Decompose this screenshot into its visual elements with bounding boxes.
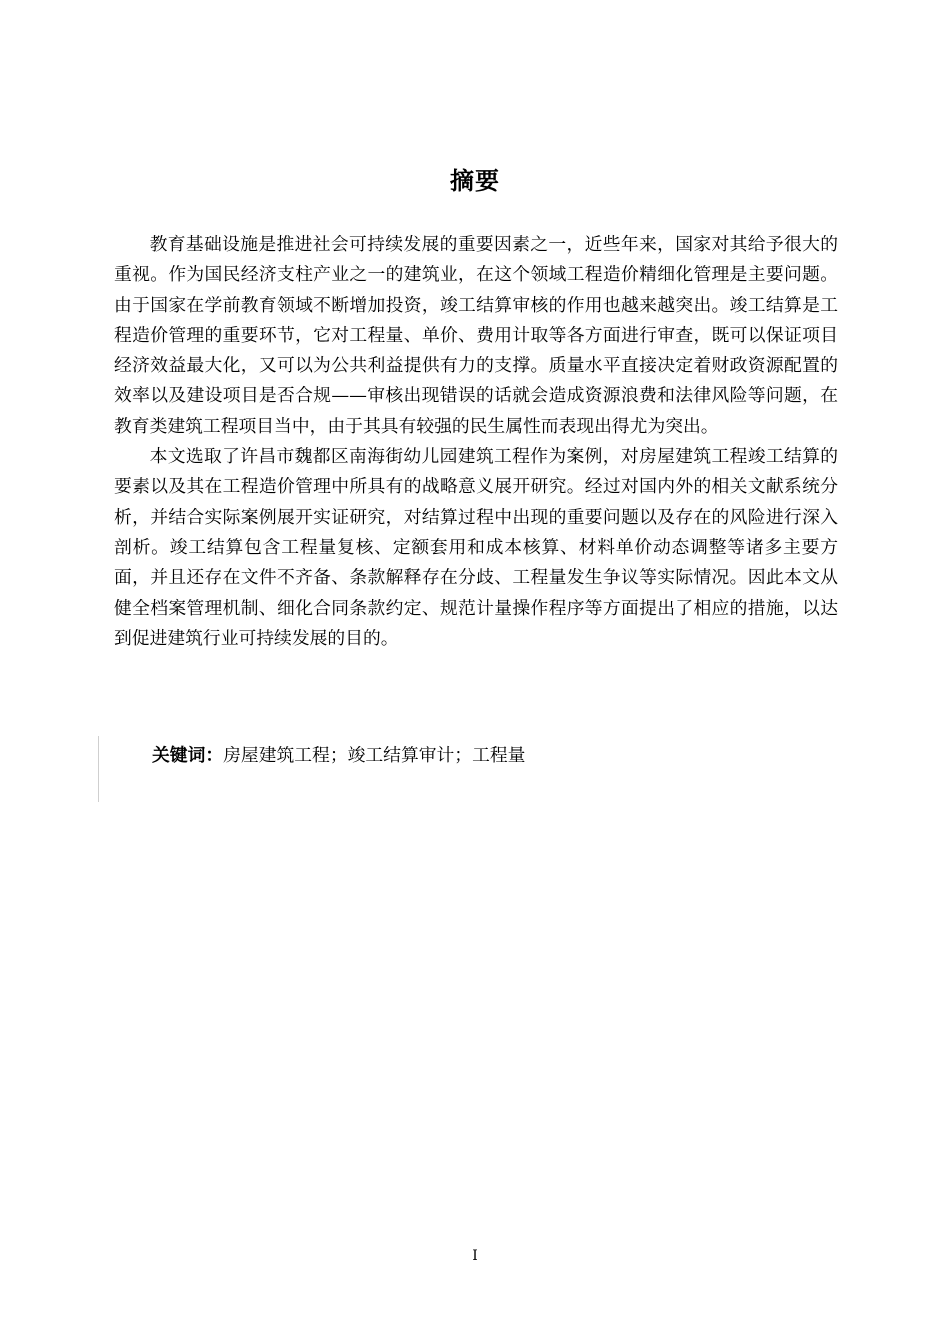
- keywords-text: 房屋建筑工程；竣工结算审计；工程量: [223, 745, 526, 766]
- keywords-label: 关键词：: [152, 745, 224, 766]
- abstract-paragraph-1: 教育基础设施是推进社会可持续发展的重要因素之一，近些年来，国家对其给予很大的重视。作为国民经济支柱产业之一的建筑业，在这个领域工程造价精细化管理是主要问题。由于国家在学前教育领域不断增加投资，竣工结算审核的作用也越来越突出。竣工结算是工程造价管理的重要环节，它对工程量、单价、费用计取等各方面进行审查，既可以保证项目经济效益最大化，又可以为公共利益提供有力的支撑。质量水平直接决定着财政资源配置的效率以及建设项目是否合规——审核出现错误的话就会造成资源浪费和法律风险等问题，在教育类建筑工程项目当中，由于其具有较强的民生属性而表现出得尤为突出。: [114, 234, 838, 437]
- abstract-body: [114, 230, 838, 654]
- keywords-line: [152, 741, 525, 771]
- abstract-paragraph-2: 本文选取了许昌市魏都区南海街幼儿园建筑工程作为案例，对房屋建筑工程竣工结算的要素以及其在工程造价管理中所具有的战略意义展开研究。经过对国内外的相关文献系统分析，并结合实际案例展开实证研究，对结算过程中出现的重要问题以及存在的风险进行深入剖析。竣工结算包含工程量复核、定额套用和成本核算、材料单价动态调整等诸多主要方面，并且还存在文件不齐备、条款解释存在分歧、工程量发生争议等实际情况。因此本文从健全档案管理机制、细化合同条款约定、规范计量操作程序等方面提出了相应的措施，以达到促进建筑行业可持续发展的目的。: [114, 446, 838, 649]
- margin-rule: [98, 736, 99, 802]
- abstract-title: 摘要: [450, 167, 500, 195]
- page-number: I: [472, 1248, 478, 1264]
